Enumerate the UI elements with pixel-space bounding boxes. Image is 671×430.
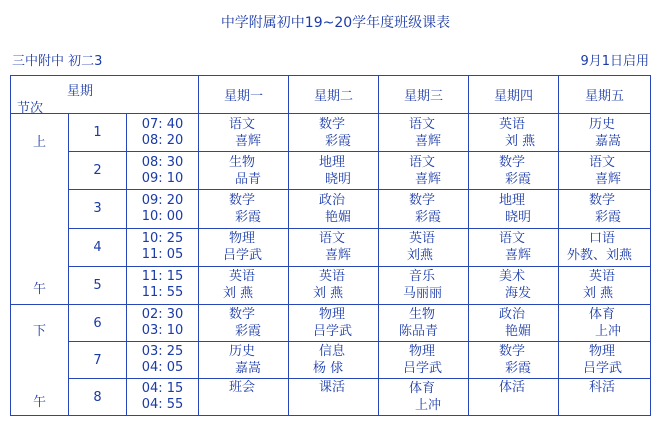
class-cell: 英语 刘燕: [379, 228, 469, 266]
class-cell: 英语 刘 燕: [559, 266, 651, 304]
class-cell: 音乐 马丽丽: [379, 266, 469, 304]
class-cell: 语文 喜辉: [199, 114, 289, 152]
period-number: 5: [69, 266, 127, 304]
day-header-monday: 星期一: [199, 76, 289, 114]
class-cell: 课活: [289, 379, 379, 416]
class-cell: 历史 嘉嵩: [559, 114, 651, 152]
period-number: 1: [69, 114, 127, 152]
table-row: [11, 114, 651, 152]
class-cell: 体育 上冲: [559, 305, 651, 342]
class-cell: 科活: [559, 379, 651, 416]
class-cell: 数学 彩霞: [559, 190, 651, 228]
period-number: 8: [69, 379, 127, 416]
table-row: [11, 305, 651, 342]
class-cell: 数学 彩霞: [469, 342, 559, 379]
class-cell: 语文 喜辉: [379, 114, 469, 152]
period-time: 08: 30 09: 10: [127, 152, 199, 190]
class-cell: 语文 喜辉: [289, 228, 379, 266]
period-time: 03: 25 04: 05: [127, 342, 199, 379]
class-cell: 体活: [469, 379, 559, 416]
timetable: [10, 75, 651, 416]
period-time: 07: 40 08: 20: [127, 114, 199, 152]
period-time: 10: 25 11: 05: [127, 228, 199, 266]
class-cell: 历史 嘉嵩: [199, 342, 289, 379]
class-cell: 班会: [199, 379, 289, 416]
class-cell: 数学 彩霞: [469, 152, 559, 190]
period-time: 09: 20 10: 00: [127, 190, 199, 228]
period-time: 02: 30 03: 10: [127, 305, 199, 342]
class-cell: 数学 彩霞: [199, 190, 289, 228]
class-cell: 语文 喜辉: [379, 152, 469, 190]
class-cell: 英语 刘 燕: [469, 114, 559, 152]
class-cell: 信息 杨 俅: [289, 342, 379, 379]
period-number: 4: [69, 228, 127, 266]
period-number: 3: [69, 190, 127, 228]
class-cell: 口语 外教、刘燕: [559, 228, 651, 266]
period-number: 2: [69, 152, 127, 190]
table-row: [11, 342, 651, 379]
session-morning-bottom: 午: [32, 282, 46, 297]
session-morning-top: 上: [32, 135, 46, 150]
class-cell: 物理 吕学武: [559, 342, 651, 379]
class-cell: 政治 艳媚: [289, 190, 379, 228]
period-number: 6: [69, 305, 127, 342]
day-header-wednesday: 星期三: [379, 76, 469, 114]
class-cell: 政治 艳媚: [469, 305, 559, 342]
class-cell: 物理 吕学武: [379, 342, 469, 379]
corner-period-label: 节次: [17, 101, 44, 116]
class-cell: 语文 喜辉: [559, 152, 651, 190]
start-date-label: 9月1日启用: [580, 54, 649, 69]
class-cell: 数学 彩霞: [379, 190, 469, 228]
corner-header: [11, 76, 199, 114]
period-time: 11: 15 11: 55: [127, 266, 199, 304]
session-afternoon-bottom: 午: [32, 395, 46, 410]
corner-week-label: 星期: [67, 84, 94, 99]
period-number: 7: [69, 342, 127, 379]
class-cell: 生物 品青: [199, 152, 289, 190]
class-cell: 数学 彩霞: [199, 305, 289, 342]
day-header-friday: 星期五: [559, 76, 651, 114]
class-cell: 体育 上冲: [379, 379, 469, 416]
class-cell: 英语 刘 燕: [289, 266, 379, 304]
class-cell: 语文 喜辉: [469, 228, 559, 266]
class-cell: 美术 海发: [469, 266, 559, 304]
class-cell: 地理 晓明: [289, 152, 379, 190]
day-header-thursday: 星期四: [469, 76, 559, 114]
class-cell: 物理 吕学武: [289, 305, 379, 342]
class-cell: 数学 彩霞: [289, 114, 379, 152]
day-header-tuesday: 星期二: [289, 76, 379, 114]
table-row: [11, 266, 651, 304]
class-cell: 物理 吕学武: [199, 228, 289, 266]
session-afternoon-top: 下: [32, 324, 46, 339]
table-row: [11, 379, 651, 416]
timetable-title: 中学附属初中19~20学年度班级课表: [220, 15, 451, 31]
period-time: 04: 15 04: 55: [127, 379, 199, 416]
school-class-label: 三中附中 初二3: [12, 54, 103, 69]
table-row: [11, 190, 651, 228]
class-cell: 生物 陈品青: [379, 305, 469, 342]
class-cell: 地理 晓明: [469, 190, 559, 228]
table-row: [11, 152, 651, 190]
class-cell: 英语 刘 燕: [199, 266, 289, 304]
afternoon-session-cell: [11, 305, 69, 416]
table-row: [11, 228, 651, 266]
morning-session-cell: [11, 114, 69, 305]
